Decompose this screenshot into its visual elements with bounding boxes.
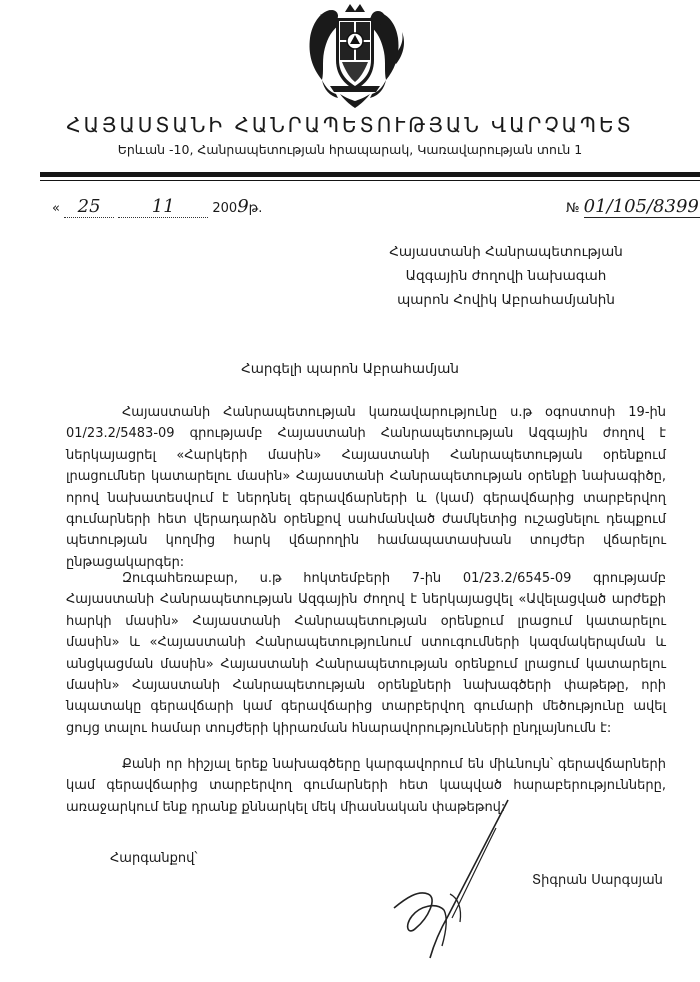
date-year-suffix: 9 (237, 196, 249, 217)
recipient-line-3: պարոն Հովիկ Աբրահամյանին (397, 292, 615, 308)
letterhead-rule (40, 172, 700, 177)
ref-number: 01/105/8399 (583, 196, 699, 217)
date-year-prefix: 200 (212, 201, 238, 216)
armenian-coat-of-arms-icon (300, 2, 410, 114)
issuer-title: ՀԱՅԱՍՏԱՆԻ ՀԱՆՐԱՊԵՏՈՒԹՅԱՆ ՎԱՐՉԱՊԵՏ (66, 113, 634, 137)
letterhead-rule-thin (40, 180, 700, 181)
date-suffix: թ. (248, 201, 263, 216)
date-month: 11 (151, 196, 175, 217)
signer-name: Տիգրան Սարգսյան (532, 873, 663, 888)
issuer-address: Երևան -10, Հանրապետության հրապարակ, Կառավարության տուն 1 (117, 142, 583, 157)
recipient-line-2: Ազգային ժողովի նախագահ (405, 268, 607, 284)
closing: Հարգանքով՝ (110, 851, 198, 866)
body-paragraph-1: Հայաստանի Հանրապետության կառավարությունը ս.թ օգոստոսի 19-ին 01/23.2/5483-09 գրությամբ Հայաստանի Հանրապետության Ազգային ժողով է ներկայացրել «Հարկերի մասին» Հայաստանի Հանրապետության օրենքում լրացումներ կատարելու մասին» Հայաստանի Հանրապետության օրենքի նախագիծը, որով նախատեսվում է ներդնել գերավճարների և (կամ) գերավճարից տարբերվող գումարների հետ վերադարձն օրենքով սահմանված ժամկետից ուշացնելու դեպքում պետության կողմից հարկ վճարողին համապատասխան տույժեր վճարելու ընթացակարգեր: (66, 405, 666, 570)
letter-date (52, 196, 262, 218)
body-paragraph-2: Զուգահեռաբար, ս.թ հոկտեմբերի 7-ին 01/23.2/6545-09 գրությամբ Հայաստանի Հանրապետության Ազգային ժողով է ներկայացվել «Ավելացված արժեքի հարկի մասին» Հայաստանի Հանրապետության օրենքում լրացում կատարելու մասին» և «Հայաստանի Հանրապետությունում ստուգումների կազմակերպման և անցկացման մասին» Հայաստանի Հանրապետության օրենքում լրացում կատարելու մասին» Հայաստանի Հանրապետության օրենքների նախագծերի փաթեթը, որի նպատակը գերավճարի կամ գերավճարից տարբերվող գումարի մեծությունը ավել ցույց տալու համար տույժերի կիրառման հնարավորությունների ընդլայնումն է: (66, 571, 666, 736)
handwritten-signature-icon (388, 798, 518, 968)
body-paragraph-3: Քանի որ հիշյալ երեք նախագծերը կարգավորում են միևնույն՝ գերավճարների կամ գերավճարից տարբերվող գումարների հետ կապված հարաբերությունները, առաջարկում ենք դրանք քննարկել մեկ միասնական փաթեթով: (66, 757, 666, 815)
date-open-quote: « (52, 201, 60, 216)
salutation: Հարգելի պարոն Աբրահամյան (241, 361, 459, 377)
date-day: 25 (77, 196, 101, 217)
reference-number (566, 196, 700, 218)
recipient-line-1: Հայաստանի Հանրապետության (389, 244, 623, 260)
ref-prefix: № (566, 201, 580, 216)
